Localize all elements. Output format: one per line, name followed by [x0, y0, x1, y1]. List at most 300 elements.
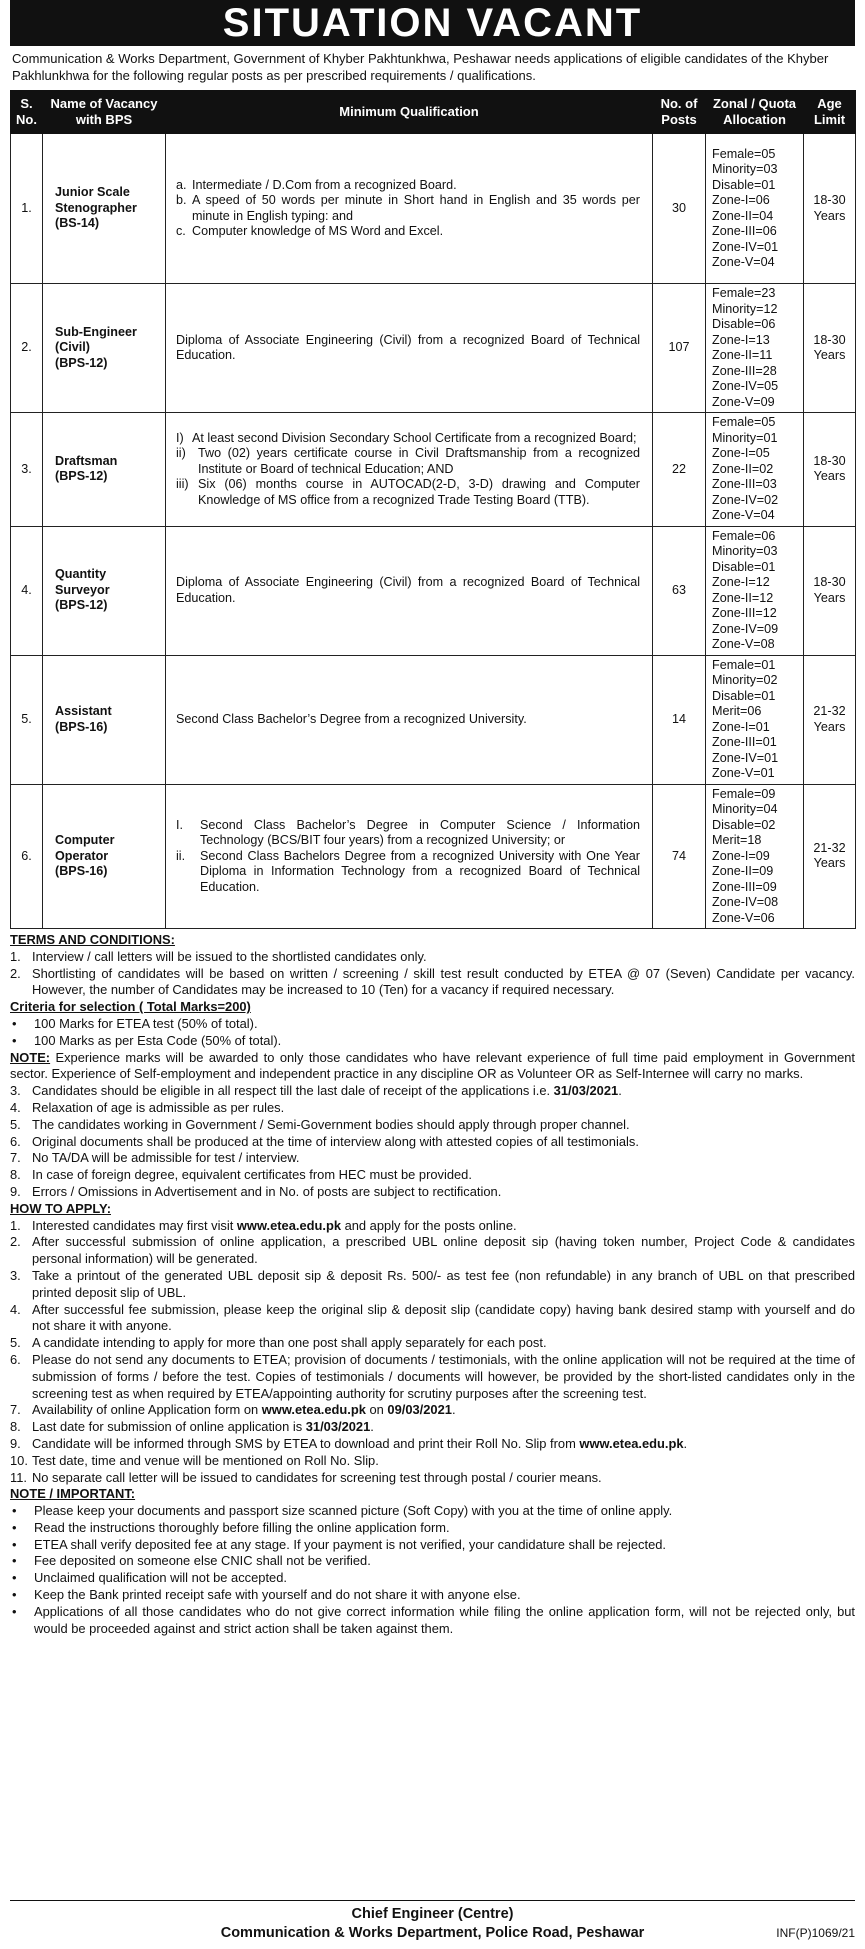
terms-item-marker: 5. [10, 1116, 21, 1132]
qualification [166, 784, 653, 929]
apply-step-marker: 5. [10, 1335, 21, 1351]
apply-step-marker: 7. [10, 1402, 21, 1418]
zone-quota: Zone-IV=09 [712, 621, 779, 636]
vacancy-name-line: (BPS-12) [55, 598, 108, 613]
important-note-marker: • [12, 1587, 17, 1603]
apply-step-text-part: . [683, 1435, 688, 1451]
apply-step-emphasis: www.etea.edu.pk [261, 1402, 366, 1418]
zone-quota: Minority=12 [712, 301, 778, 316]
age-limit [804, 284, 856, 413]
how-to-apply-list [10, 1218, 855, 1487]
important-note-text [34, 1604, 855, 1638]
number-of-posts: 14 [653, 655, 706, 784]
terms-item-emphasis: 31/03/2021 [553, 1083, 619, 1099]
apply-step-text-part: Candidate will be informed through SMS by ETEA to download and print their Roll No. Slip from [32, 1435, 580, 1451]
apply-step-emphasis: 31/03/2021 [305, 1419, 371, 1435]
page-title: SITUATION VACANT [10, 0, 855, 46]
apply-step [10, 1402, 855, 1419]
zone-quota: Disable=01 [712, 559, 776, 574]
apply-step [10, 1419, 855, 1436]
terms-item-text-part: Shortlisting of candidates will be based on written / screening / skill test result conducted by ETEA @ 07 (Seven) Candidate per vacancy. However, the number of Candidates may be increased to 10 (Ten) for a vacancy if required necessary. [32, 965, 855, 998]
qualification-marker: iii) [176, 477, 189, 491]
apply-step-marker: 4. [10, 1301, 21, 1317]
zone-quota: Zone-I=05 [712, 446, 770, 460]
vacancy-name-line: Operator [55, 848, 109, 863]
zone-quota: Minority=03 [712, 162, 778, 176]
zonal-allocation [706, 784, 804, 929]
zone-quota: Zone-V=08 [712, 637, 775, 651]
important-note [10, 1604, 855, 1638]
terms-item-marker: 6. [10, 1133, 21, 1149]
qualification-text: Intermediate / D.Com from a recognized Board. [192, 177, 457, 192]
terms-item-text [32, 1083, 855, 1100]
qualification-item [176, 712, 640, 728]
zone-quota: Disable=01 [712, 688, 776, 703]
criteria-item-text-part: 100 Marks as per Esta Code (50% of total). [34, 1032, 282, 1048]
vacancy-name-line: Sub-Engineer [55, 324, 137, 339]
row-number: 4. [11, 526, 43, 655]
apply-step [10, 1234, 855, 1268]
zonal-allocation [706, 526, 804, 655]
apply-step-text [32, 1436, 855, 1453]
zone-quota: Zone-II=09 [712, 864, 774, 878]
zone-quota: Zone-I=13 [712, 332, 770, 347]
vacancy-name-line: Quantity [55, 567, 107, 582]
zonal-allocation [706, 134, 804, 284]
zone-quota: Zone-II=04 [712, 208, 774, 223]
important-note-marker: • [12, 1570, 17, 1586]
zone-quota: Zone-IV=01 [712, 239, 779, 254]
age-limit [804, 655, 856, 784]
important-notes-list [10, 1503, 855, 1637]
terms-item-text-part: . [618, 1083, 622, 1099]
zone-quota: Zone-III=01 [712, 735, 777, 749]
age-limit-line: 18-30 [813, 193, 846, 207]
zone-quota: Minority=02 [712, 673, 778, 687]
zone-quota: Zone-IV=01 [712, 750, 779, 765]
qualification-item [176, 446, 640, 477]
important-note [10, 1570, 855, 1587]
age-limit-line: 18-30 [813, 332, 846, 347]
zonal-allocation [706, 284, 804, 413]
footer-reference: INF(P)1069/21 [776, 1926, 855, 1940]
qualification-text: A speed of 50 words per minute in Short hand in English and 35 words per minute in English typing: and [192, 193, 640, 223]
apply-step-marker: 6. [10, 1351, 21, 1367]
qualification-item [176, 333, 640, 364]
apply-step-text-part: No separate call letter will be issued to candidates for screening test through postal / courier means. [32, 1469, 602, 1485]
terms-item-text [32, 1117, 855, 1134]
apply-step-marker: 1. [10, 1217, 21, 1233]
important-note-marker: • [12, 1519, 17, 1535]
qualification-text: Computer knowledge of MS Word and Excel. [192, 224, 444, 238]
zone-quota: Zone-III=28 [712, 363, 777, 378]
vacancy-name-line: Stenographer [55, 200, 137, 215]
important-note-text-part: ETEA shall verify deposited fee at any stage. If your payment is not verified, your candidature shall be rejected. [34, 1536, 666, 1552]
age-limit-line: 18-30 [813, 575, 846, 589]
terms-item-marker: 8. [10, 1167, 21, 1183]
terms-item-marker: 2. [10, 965, 21, 981]
apply-step-text-part: After successful fee submission, please keep the original slip & deposit slip (candidate copy) having bank desired stamp with yourself and do not share it with anyone. [32, 1301, 855, 1334]
terms-item-marker: 9. [10, 1183, 21, 1199]
vacancy-name [43, 784, 166, 929]
zonal-allocation [706, 413, 804, 527]
zone-quota: Zone-III=06 [712, 224, 777, 238]
age-limit-line: Years [813, 469, 846, 484]
important-note-text [34, 1537, 855, 1554]
header-sno: S. No. [11, 91, 43, 134]
zone-quota: Zone-II=12 [712, 590, 774, 605]
age-limit-line: Years [813, 208, 846, 223]
criteria-item [10, 1016, 855, 1033]
row-number: 3. [11, 413, 43, 527]
zone-quota: Disable=02 [712, 817, 776, 832]
terms-item [10, 1100, 855, 1117]
zone-quota: Female=01 [712, 657, 776, 672]
terms-item-text [32, 949, 855, 966]
apply-step-marker: 9. [10, 1435, 21, 1451]
table-row [11, 284, 856, 413]
qualification-item [176, 575, 640, 606]
vacancy-name-line: (Civil) [55, 340, 90, 355]
qualification-text: Second Class Bachelor’s Degree in Computer Science / Information Technology (BCS/BIT four years) from a recognized University; or [200, 817, 640, 847]
age-limit-line: 21-32 [813, 840, 846, 855]
vacancy-name [43, 526, 166, 655]
apply-step-text-part: A candidate intending to apply for more than one post shall apply separately for each post. [32, 1335, 547, 1351]
number-of-posts: 22 [653, 413, 706, 527]
qualification-item [176, 224, 640, 240]
vacancy-name-line: (BPS-16) [55, 719, 108, 734]
apply-step [10, 1268, 855, 1302]
terms-item [10, 966, 855, 1000]
vacancy-name-line: Draftsman [55, 453, 118, 468]
qualification [166, 655, 653, 784]
zone-quota: Zone-I=12 [712, 575, 770, 589]
vacancy-name [43, 655, 166, 784]
row-number: 1. [11, 134, 43, 284]
apply-step-text-part: Take a printout of the generated UBL deposit sip & deposit Rs. 500/- as test fee (non refundable) in any branch of UBL on that prescribed printed deposit slip of UBL. [32, 1267, 855, 1300]
number-of-posts: 74 [653, 784, 706, 929]
apply-step-emphasis: www.etea.edu.pk [236, 1217, 342, 1233]
apply-step-text [32, 1402, 855, 1419]
footer-department: Communication & Works Department, Police Road, Peshawar [220, 1925, 645, 1941]
important-note-marker: • [12, 1603, 17, 1619]
vacancy-name-line: Surveyor [55, 582, 110, 597]
vacancy-name [43, 413, 166, 527]
header-name: Name of Vacancy with BPS [43, 91, 166, 134]
zone-quota: Zone-IV=08 [712, 895, 779, 909]
apply-step-emphasis: www.etea.edu.pk [579, 1435, 684, 1451]
age-limit [804, 784, 856, 929]
zone-quota: Zone-II=11 [712, 348, 773, 362]
header-age: Age Limit [804, 91, 856, 134]
intro-paragraph: Communication & Works Department, Government of Khyber Pakhtunkhwa, Peshawar needs applications of eligible candidates of the Khyber Pakhlunkhwa for the following regular posts as per prescribed requirements / qualifications. [12, 51, 829, 83]
row-number: 2. [11, 284, 43, 413]
qualification-text: Second Class Bachelor’s Degree from a recognized University. [176, 711, 527, 726]
apply-step-marker: 11. [10, 1469, 27, 1485]
zone-quota: Merit=18 [712, 833, 762, 847]
qualification-marker: b. [176, 193, 187, 207]
qualification-marker: I) [176, 430, 184, 445]
apply-step [10, 1352, 855, 1402]
terms-item-text-part: Candidates should be eligible in all respect till the last dale of receipt of the applications i.e. [32, 1083, 554, 1099]
age-limit [804, 134, 856, 284]
zone-quota: Zone-V=04 [712, 508, 775, 522]
zone-quota: Female=09 [712, 786, 776, 801]
apply-step-text [32, 1234, 855, 1268]
important-note-text-part: Keep the Bank printed receipt safe with yourself and do not share it with anyone else. [34, 1587, 521, 1603]
apply-step-text-part: Last date for submission of online application is [32, 1419, 306, 1435]
apply-step-text-part: Please do not send any documents to ETEA; provision of documents / testimonials, with the online application will not be required at the time of submission of forms / before the test. Copies of testimonials / documents will however, be provided by the short-listed candidates only in the screening test as when required by ETEA/appointing authority for scrutiny purposes after the screening test. [32, 1351, 855, 1401]
vacancy-name-line: (BPS-12) [55, 469, 108, 484]
table-row [11, 784, 856, 929]
zone-quota: Zone-I=09 [712, 848, 770, 863]
important-note-text-part: Fee deposited on someone else CNIC shall not be verified. [34, 1553, 371, 1569]
zone-quota: Zone-I=01 [712, 719, 770, 734]
zone-quota: Zone-IV=05 [712, 379, 779, 393]
how-to-apply-section [10, 1201, 855, 1487]
qualification-text: Two (02) years certificate course in Civil Draftsmanship from a recognized Institute or Board of technical Education; AND [198, 446, 640, 476]
terms-list [10, 949, 855, 999]
important-note-text [34, 1570, 855, 1587]
terms-list-continued [10, 1083, 855, 1201]
vacancy-name [43, 134, 166, 284]
terms-section [10, 932, 855, 1201]
age-limit-line: Years [813, 719, 846, 734]
note-text: Experience marks will be awarded to only those candidates who have relevant experience of full time paid employment in Government sector. Experience of Self-employment and independent practice in any discipline OR as Volunteer OR as Self-Internee will carry no marks. [10, 1049, 855, 1082]
table-row [11, 655, 856, 784]
vacancy-name-line: Computer [55, 833, 115, 847]
qualification-marker: I. [176, 817, 183, 832]
vacancy-name [43, 284, 166, 413]
terms-item [10, 1134, 855, 1151]
terms-item-text-part: Errors / Omissions in Advertisement and in No. of posts are subject to rectification. [32, 1183, 502, 1199]
important-note-marker: • [12, 1503, 17, 1519]
qualification-marker: ii. [176, 848, 186, 863]
row-number: 5. [11, 655, 43, 784]
vacancy-name-line: (BS-14) [55, 216, 100, 231]
row-number: 6. [11, 784, 43, 929]
terms-item-text-part: Original documents shall be produced at the time of interview along with attested copies of all testimonials. [32, 1133, 639, 1149]
terms-item-text [32, 1150, 855, 1167]
apply-step [10, 1218, 855, 1235]
qualification-marker: ii) [176, 446, 186, 460]
qualification-text: Diploma of Associate Engineering (Civil) from a recognized Board of Technical Education. [176, 575, 640, 605]
apply-step-text-part: Test date, time and venue will be mentioned on Roll No. Slip. [32, 1452, 379, 1468]
zone-quota: Zone-III=09 [712, 879, 777, 894]
important-note-text [34, 1553, 855, 1570]
important-note-text [34, 1520, 855, 1537]
important-note-text-part: Please keep your documents and passport size scanned picture (Soft Copy) with you at the time of online apply. [34, 1503, 673, 1519]
apply-step-text [32, 1419, 855, 1436]
age-limit-line: Years [813, 348, 846, 362]
zone-quota: Minority=04 [712, 802, 778, 816]
terms-item-text-part: No TA/DA will be admissible for test / interview. [32, 1150, 300, 1166]
table-row [11, 526, 856, 655]
vacancy-name-line: Assistant [55, 704, 112, 718]
zone-quota: Zone-III=12 [712, 606, 777, 620]
zone-quota: Female=23 [712, 286, 776, 300]
terms-item [10, 1184, 855, 1201]
apply-step-text-part: Availability of online Application form on [32, 1402, 262, 1418]
terms-item-text [32, 1100, 855, 1117]
zone-quota: Zone-III=03 [712, 477, 777, 491]
qualification-text: Six (06) months course in AUTOCAD(2-D, 3-D) drawing and Computer Knowledge of MS office from a recognized Trade Testing Board (TTB). [198, 477, 640, 507]
apply-step-text [32, 1218, 855, 1235]
terms-item-marker: 1. [10, 948, 21, 964]
criteria-list [10, 1016, 855, 1050]
criteria-item [10, 1033, 855, 1050]
apply-step-marker: 3. [10, 1267, 21, 1283]
qualification-item [176, 431, 640, 447]
header-zonal: Zonal / Quota Allocation [706, 91, 804, 134]
apply-step-text-part: Interested candidates may first visit [32, 1217, 237, 1233]
terms-item [10, 949, 855, 966]
important-note-text [34, 1503, 855, 1520]
terms-item-text [32, 966, 855, 1000]
zone-quota: Zone-IV=02 [712, 492, 779, 507]
age-limit-line: Years [813, 856, 846, 871]
zone-quota: Female=05 [712, 146, 776, 161]
qualification [166, 134, 653, 284]
zone-quota: Disable=01 [712, 177, 776, 192]
apply-step-marker: 8. [10, 1419, 21, 1435]
important-note [10, 1537, 855, 1554]
age-limit-line: Years [813, 590, 846, 605]
apply-step [10, 1335, 855, 1352]
apply-step-text-part: on [365, 1402, 388, 1418]
zone-quota: Minority=01 [712, 430, 778, 445]
important-note [10, 1587, 855, 1604]
terms-item-text [32, 1134, 855, 1151]
apply-step [10, 1436, 855, 1453]
qualification-item [176, 477, 640, 508]
vacancy-table-body [11, 134, 856, 929]
important-notes-section [10, 1486, 855, 1637]
zone-quota: Zone-V=09 [712, 394, 775, 409]
qualification-marker: c. [176, 224, 186, 238]
zone-quota: Zone-V=01 [712, 766, 775, 780]
important-notes-heading: NOTE / IMPORTANT: [10, 1486, 136, 1502]
apply-step [10, 1302, 855, 1336]
terms-item [10, 1117, 855, 1134]
header-qualification: Minimum Qualification [166, 91, 653, 134]
terms-item-text-part: The candidates working in Government / Semi-Government bodies should apply through proper channel. [32, 1116, 630, 1132]
terms-item-text-part: Relaxation of age is admissible as per rules. [32, 1099, 285, 1115]
vacancy-name-line: (BPS-12) [55, 355, 108, 370]
zone-quota: Zone-II=02 [712, 461, 774, 476]
age-limit [804, 526, 856, 655]
zone-quota: Minority=03 [712, 544, 778, 558]
note-paragraph [10, 1050, 855, 1084]
apply-step-text-part: After successful submission of online application, a prescribed UBL online deposit sip (having token number, Project Code & candidates personal information) will be generated. [32, 1234, 855, 1267]
criteria-item-text [34, 1016, 855, 1033]
qualification-item [176, 818, 640, 849]
terms-item-text [32, 1167, 855, 1184]
apply-step-text [32, 1352, 855, 1402]
header-posts: No. of Posts [653, 91, 706, 134]
terms-item-marker: 4. [10, 1099, 21, 1115]
number-of-posts: 63 [653, 526, 706, 655]
zonal-allocation [706, 655, 804, 784]
qualification [166, 284, 653, 413]
qualification-item [176, 193, 640, 224]
how-to-apply-heading: HOW TO APPLY: [10, 1200, 111, 1216]
important-note-text [34, 1587, 855, 1604]
table-row [11, 134, 856, 284]
qualification-item [176, 178, 640, 194]
important-note-text-part: Unclaimed qualification will not be accepted. [34, 1570, 287, 1586]
zone-quota: Merit=06 [712, 704, 762, 718]
zone-quota: Female=05 [712, 415, 776, 429]
age-limit-line: 21-32 [813, 704, 846, 718]
terms-item-marker: 3. [10, 1083, 21, 1099]
qualification-text: Diploma of Associate Engineering (Civil) from a recognized Board of Technical Education. [176, 332, 640, 362]
qualification-text: Second Class Bachelors Degree from a recognized University with One Year Diploma in Information Technology from a recognized Board of Technical Education. [200, 848, 640, 894]
apply-step-marker: 10. [10, 1452, 28, 1468]
apply-step-text [32, 1453, 855, 1470]
important-note [10, 1503, 855, 1520]
number-of-posts: 107 [653, 284, 706, 413]
table-row [11, 413, 856, 527]
apply-step-text [32, 1268, 855, 1302]
age-limit-line: 18-30 [813, 453, 846, 468]
zone-quota: Zone-V=06 [712, 910, 775, 925]
important-note-text-part: Applications of all those candidates who do not give correct information while filing the online application form, will not be rejected only, but would be proceeded against and strict action shall be taken against them. [34, 1603, 855, 1636]
criteria-item-text [34, 1033, 855, 1050]
apply-step-emphasis: 09/03/2021 [387, 1402, 452, 1418]
apply-step-text [32, 1335, 855, 1352]
footer [10, 1900, 855, 1947]
apply-step-text [32, 1470, 855, 1487]
apply-step-marker: 2. [10, 1234, 21, 1250]
apply-step-text-part: . [370, 1419, 374, 1435]
terms-item [10, 1150, 855, 1167]
qualification-item [176, 849, 640, 896]
vacancy-name-line: Junior Scale [55, 185, 130, 200]
criteria-heading: Criteria for selection ( Total Marks=200) [10, 999, 251, 1015]
note-label: NOTE: [10, 1049, 51, 1065]
apply-step-text [32, 1302, 855, 1336]
apply-step [10, 1470, 855, 1487]
criteria-item-marker: • [12, 1015, 17, 1031]
table-header-row [11, 91, 856, 134]
terms-heading: TERMS AND CONDITIONS: [10, 932, 175, 947]
important-note [10, 1553, 855, 1570]
zone-quota: Female=06 [712, 528, 776, 543]
zone-quota: Zone-V=04 [712, 255, 775, 269]
zone-quota: Zone-I=06 [712, 193, 770, 207]
age-limit [804, 413, 856, 527]
important-note-text-part: Read the instructions thoroughly before filling the online application form. [34, 1519, 450, 1535]
terms-item-text-part: In case of foreign degree, equivalent certificates from HEC must be provided. [32, 1167, 472, 1183]
apply-step [10, 1453, 855, 1470]
vacancy-table [10, 90, 856, 929]
qualification [166, 526, 653, 655]
apply-step-text-part: and apply for the posts online. [341, 1217, 517, 1233]
criteria-item-text-part: 100 Marks for ETEA test (50% of total). [34, 1015, 258, 1031]
important-note [10, 1520, 855, 1537]
terms-item-text [32, 1184, 855, 1201]
qualification-marker: a. [176, 177, 187, 192]
terms-item-text-part: Interview / call letters will be issued to the shortlisted candidates only. [32, 948, 427, 964]
zone-quota: Disable=06 [712, 317, 776, 331]
important-note-marker: • [12, 1536, 17, 1552]
criteria-item-marker: • [12, 1032, 17, 1048]
qualification [166, 413, 653, 527]
terms-item-marker: 7. [10, 1150, 21, 1166]
terms-item [10, 1167, 855, 1184]
important-note-marker: • [12, 1553, 17, 1569]
